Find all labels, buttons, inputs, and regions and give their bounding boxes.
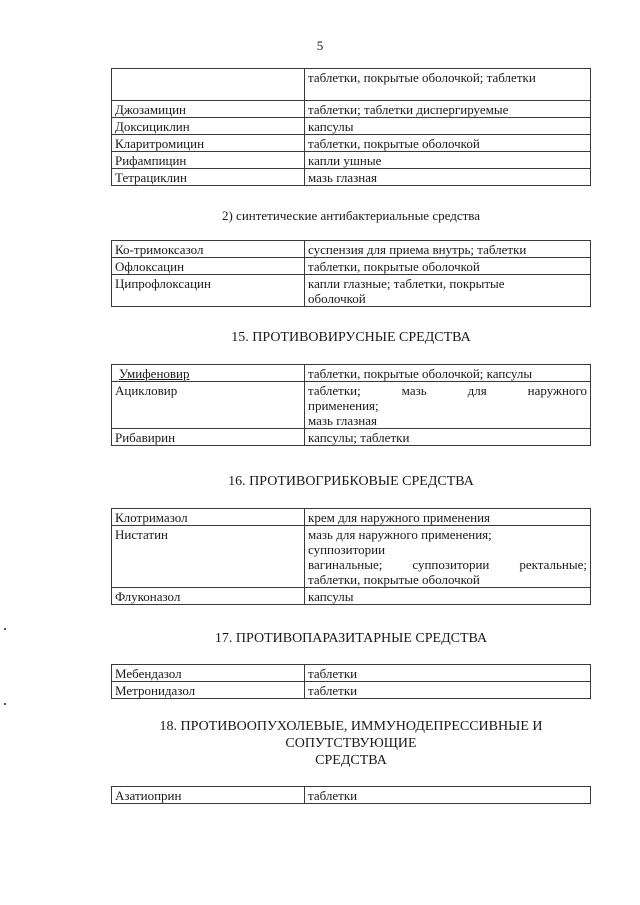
scan-speck bbox=[4, 628, 6, 630]
antifungal-table bbox=[111, 508, 591, 605]
drug-name: Рифампицин bbox=[112, 152, 305, 169]
dosage-form bbox=[305, 275, 591, 307]
dosage-form bbox=[305, 69, 591, 101]
drug-name: Джозамицин bbox=[112, 101, 305, 118]
dosage-form-line: таблетки, покрытые оболочкой bbox=[308, 136, 480, 151]
table-row bbox=[112, 665, 591, 682]
drug-name: Кларитромицин bbox=[112, 135, 305, 152]
dosage-form-line: таблетки, покрытые оболочкой bbox=[308, 572, 480, 587]
dosage-form-line: оболочкой bbox=[308, 291, 366, 306]
section-heading-synthetic: 2) синтетические антибактериальные средства bbox=[221, 208, 481, 223]
dosage-form bbox=[305, 152, 591, 169]
dosage-form-line: таблетки, покрытые оболочкой; капсулы bbox=[308, 366, 533, 381]
scan-speck bbox=[4, 703, 6, 705]
table-row bbox=[112, 101, 591, 118]
dosage-form-line: вагинальные; суппозитории ректальные; bbox=[308, 557, 587, 572]
dosage-form-line: капсулы bbox=[308, 589, 354, 604]
drug-name: Ко-тримоксазол bbox=[112, 241, 305, 258]
table-row bbox=[112, 69, 591, 101]
drug-name: Ацикловир bbox=[112, 382, 305, 429]
section-heading-line: СОПУТСТВУЮЩИЕ bbox=[285, 736, 417, 751]
antiparasitic-table bbox=[111, 664, 591, 699]
dosage-form bbox=[305, 258, 591, 275]
dosage-form-line: применения; bbox=[308, 398, 379, 413]
dosage-form bbox=[305, 588, 591, 605]
table-row bbox=[112, 588, 591, 605]
table-row bbox=[112, 135, 591, 152]
drug-name: Метронидазол bbox=[112, 682, 305, 699]
table-row bbox=[112, 241, 591, 258]
table-row bbox=[112, 258, 591, 275]
table-row bbox=[112, 682, 591, 699]
section-heading-15: 15. ПРОТИВОВИРУСНЫЕ СРЕДСТВА bbox=[231, 330, 471, 345]
dosage-form bbox=[305, 135, 591, 152]
section-heading-16: 16. ПРОТИВОГРИБКОВЫЕ СРЕДСТВА bbox=[228, 474, 474, 489]
drug-name: Доксициклин bbox=[112, 118, 305, 135]
drug-name: Флуконазол bbox=[112, 588, 305, 605]
table-row bbox=[112, 365, 591, 382]
section-heading-line: 18. ПРОТИВООПУХОЛЕВЫЕ, ИММУНОДЕПРЕССИВНЫЕ И bbox=[159, 719, 543, 734]
dosage-form bbox=[305, 526, 591, 588]
drug-name: Азатиоприн bbox=[112, 787, 305, 804]
table-row bbox=[112, 509, 591, 526]
dosage-form-line: мазь глазная bbox=[308, 170, 377, 185]
dosage-form bbox=[305, 787, 591, 804]
table-row bbox=[112, 787, 591, 804]
dosage-form-line: капли глазные; таблетки, покрытые bbox=[308, 276, 505, 291]
table-row bbox=[112, 169, 591, 186]
table-row bbox=[112, 382, 591, 429]
dosage-form-line: таблетки bbox=[308, 683, 358, 698]
table-row bbox=[112, 152, 591, 169]
dosage-form bbox=[305, 429, 591, 446]
dosage-form-line: мазь глазная bbox=[308, 413, 377, 428]
drug-name: Клотримазол bbox=[112, 509, 305, 526]
dosage-form bbox=[305, 118, 591, 135]
drug-name: Тетрациклин bbox=[112, 169, 305, 186]
section-heading-17: 17. ПРОТИВОПАРАЗИТАРНЫЕ СРЕДСТВА bbox=[214, 631, 488, 646]
drug-name bbox=[112, 69, 305, 101]
drug-name: Нистатин bbox=[112, 526, 305, 588]
dosage-form-line: таблетки; мазь для наружного bbox=[308, 383, 587, 398]
drug-name bbox=[112, 365, 305, 382]
dosage-form-line: мазь для наружного применения; bbox=[308, 527, 492, 542]
antibiotics-table bbox=[111, 68, 591, 186]
antiviral-table bbox=[111, 364, 591, 446]
dosage-form-line: таблетки bbox=[308, 666, 358, 681]
table-row bbox=[112, 429, 591, 446]
dosage-form bbox=[305, 365, 591, 382]
dosage-form-line: суппозитории bbox=[308, 542, 386, 557]
drug-name-text: Умифеновир bbox=[119, 366, 190, 381]
drug-name: Офлоксацин bbox=[112, 258, 305, 275]
dosage-form-line: таблетки bbox=[308, 788, 358, 803]
dosage-form-line: таблетки, покрытые оболочкой bbox=[308, 259, 480, 274]
dosage-form bbox=[305, 101, 591, 118]
section-heading-line: СРЕДСТВА bbox=[315, 753, 387, 768]
synthetic-antibacterial-table bbox=[111, 240, 591, 307]
dosage-form-line: капсулы bbox=[308, 119, 354, 134]
dosage-form bbox=[305, 241, 591, 258]
page-number: 5 bbox=[316, 38, 324, 53]
dosage-form-line: таблетки, покрытые оболочкой; таблетки bbox=[308, 70, 536, 85]
antitumor-table bbox=[111, 786, 591, 804]
drug-name: Мебендазол bbox=[112, 665, 305, 682]
dosage-form-line: таблетки; таблетки диспергируемые bbox=[308, 102, 509, 117]
drug-name: Рибавирин bbox=[112, 429, 305, 446]
dosage-form bbox=[305, 682, 591, 699]
dosage-form-line: капли ушные bbox=[308, 153, 382, 168]
section-heading-18 bbox=[110, 718, 592, 769]
table-row bbox=[112, 275, 591, 307]
dosage-form-line: суспензия для приема внутрь; таблетки bbox=[308, 242, 527, 257]
table-row bbox=[112, 526, 591, 588]
table-row bbox=[112, 118, 591, 135]
dosage-form bbox=[305, 382, 591, 429]
dosage-form bbox=[305, 665, 591, 682]
dosage-form-line: капсулы; таблетки bbox=[308, 430, 410, 445]
drug-name: Ципрофлоксацин bbox=[112, 275, 305, 307]
dosage-form bbox=[305, 509, 591, 526]
dosage-form-line: крем для наружного применения bbox=[308, 510, 491, 525]
dosage-form bbox=[305, 169, 591, 186]
